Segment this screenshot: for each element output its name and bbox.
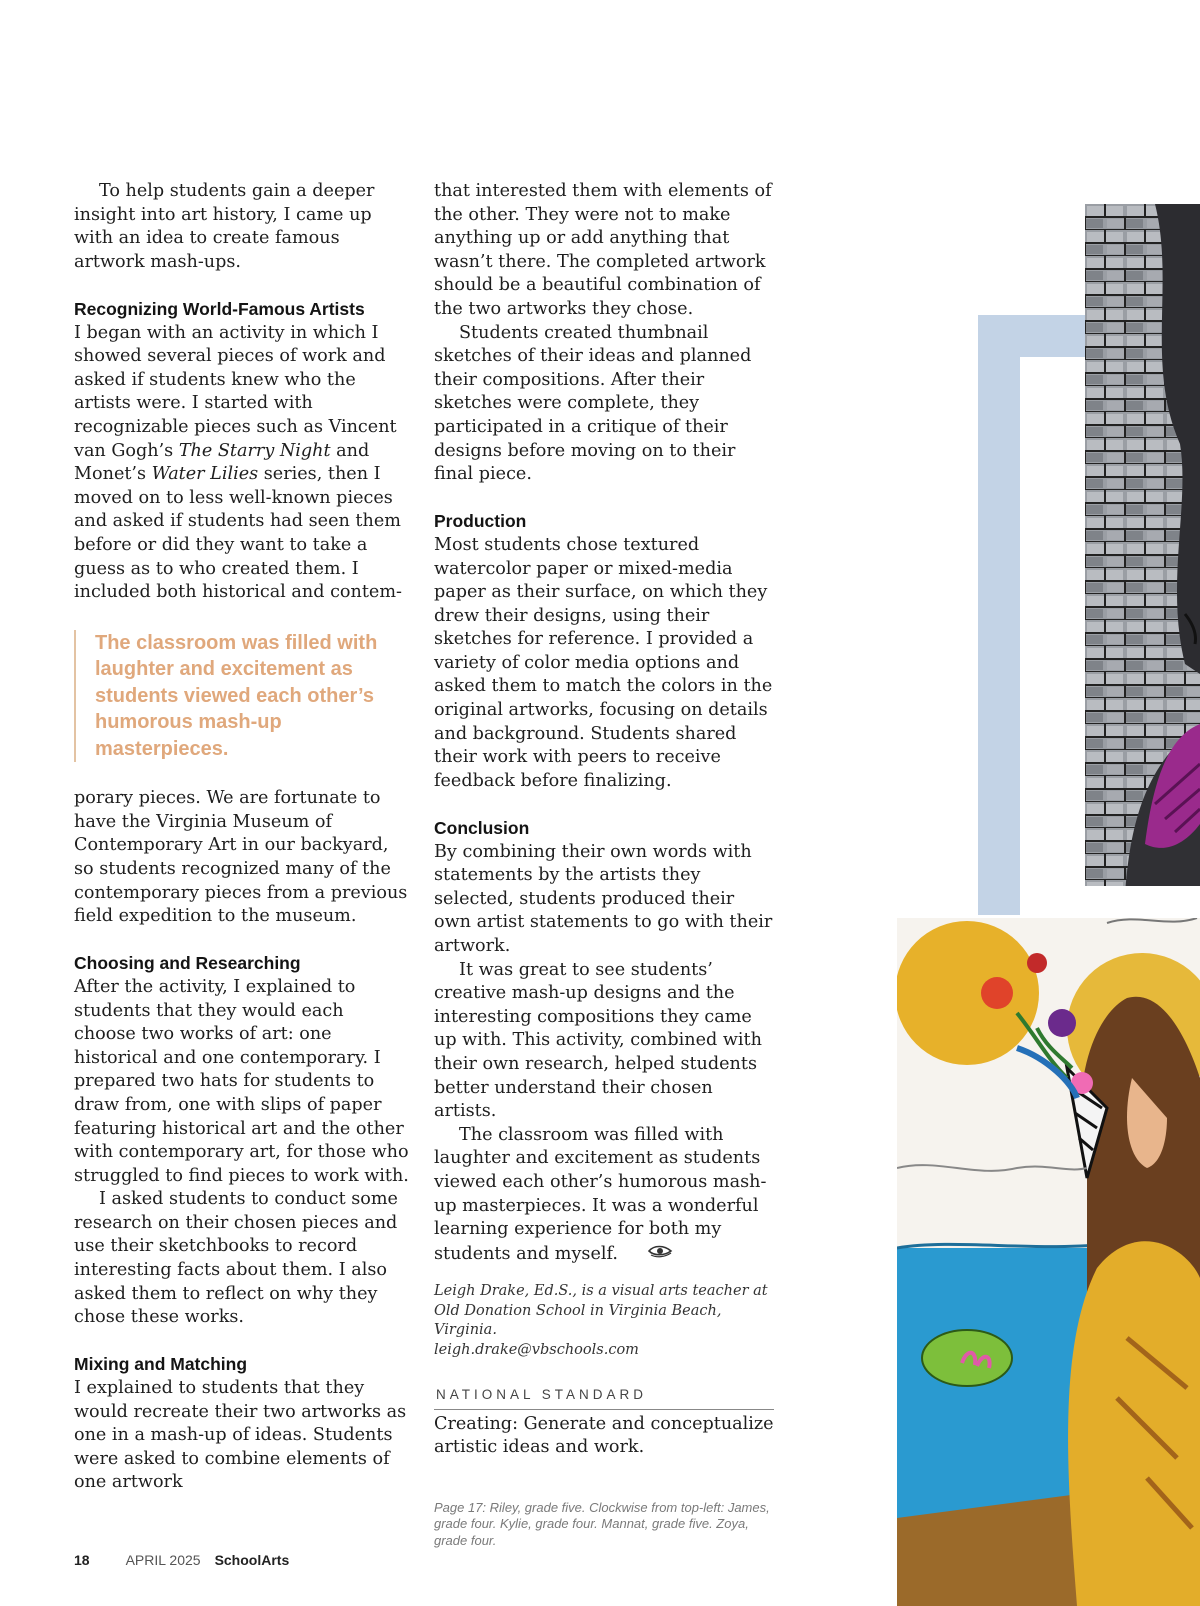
heading-conclusion: Conclusion [434, 818, 530, 839]
page-number: 18 [74, 1552, 90, 1568]
heading-recognizing: Recognizing World-Famous Artists [74, 298, 365, 319]
heading-mixing: Mixing and Matching [74, 1354, 248, 1375]
great-paragraph: It was great to see students’ creative mash-up designs and the interesting compositions they came up with. This activity, combined with their own research, helped students better understand their chosen artists. [434, 959, 762, 1122]
standard-text: Creating: Generate and conceptualize artistic ideas and work. [434, 1413, 774, 1458]
standard-label: NATIONAL STANDARD [434, 1383, 774, 1410]
recognizing-text-a: I began with an activity in which I showed several pieces of work and asked if students knew who the artists were. I started with recognizable pieces such as Vincent van Gogh’s [74, 322, 397, 461]
starry-night-title: The Starry Night [178, 440, 331, 461]
conclusion-paragraph: By combining their own words with statements by the artists they selected, students produced their own artist statements to go with their artwork. [434, 841, 773, 956]
recognizing-text-c: series, then I moved on to less well-known pieces and asked if students had seen them before or did they want to take a guess as to who created them. I included both historical and contem- [74, 464, 402, 603]
continued-paragraph: that interested them with elements of the other. They were not to make anything up or add anything that wasn’t there. The completed artwork should be a beautiful combination of the two artworks they chose. [434, 181, 772, 319]
page-footer [74, 1552, 325, 1568]
image-caption: Page 17: Riley, grade five. Clockwise from top-left: James, grade four. Kylie, grade four. Mannat, grade five. Zoya, grade four. [434, 1499, 770, 1548]
pull-quote: The classroom was filled with laughter and excitement as students viewed each other’s humorous mash-up masterpieces. [74, 630, 409, 763]
recognizing-text-b: and Monet’s [74, 440, 370, 485]
author-bio-text: Leigh Drake, Ed.S., is a visual arts teacher at Old Donation School in Virginia Beach, Virginia. [434, 1283, 768, 1339]
thumbnail-paragraph: Students created thumbnail sketches of their ideas and planned their compositions. After their sketches were complete, they participated in a critique of their designs before moving on to their final piece. [434, 322, 752, 485]
artwork-brick-wall [1085, 204, 1200, 886]
eye-logo-icon [622, 1242, 673, 1266]
water-lilies-title: Water Lilies [151, 464, 259, 485]
author-bio [434, 1282, 774, 1360]
column-middle [434, 180, 774, 1549]
mixing-paragraph: I explained to students that they would recreate their two artworks as one in a mash-up of ideas. Students were asked to combine elements of one artwork [74, 1378, 407, 1493]
artwork-water-lilies [897, 918, 1200, 1606]
recognizing-paragraph [74, 322, 409, 605]
magazine-name: SchoolArts [214, 1552, 290, 1568]
production-paragraph: Most students chose textured watercolor paper or mixed-media paper as their surface, on which they drew their designs, using their sketches for reference. I provided a variety of color media options and asked them to match the colors in the original artworks, focusing on details and background. Students shared their work with peers to receive feedback before finalizing. [434, 534, 773, 791]
final-paragraph [434, 1124, 774, 1266]
research-paragraph: I asked students to conduct some research on their chosen pieces and use their sketchbooks to record interesting facts about them. I also asked them to reflect on why they chose these works. [74, 1189, 398, 1328]
final-text: The classroom was filled with laughter and excitement as students viewed each other’s humorous mash-up masterpieces. It was a wonderful learning experience for both my students and myself. [434, 1124, 767, 1264]
heading-production: Production [434, 511, 527, 532]
choosing-paragraph: After the activity, I explained to students that they would each choose two works of art: one historical and one contemporary. I prepared two hats for students to draw from, one with slips of paper featuring historical art and the other with contemporary art, for those who struggled to find pieces to work with. [74, 976, 409, 1186]
intro-paragraph: To help students gain a deeper insight into art history, I came up with an idea to create famous artwork mash-ups. [74, 181, 375, 272]
issue-date: APRIL 2025 [125, 1552, 201, 1568]
porary-paragraph: porary pieces. We are fortunate to have the Virginia Museum of Contemporary Art in our backyard, so students recognized many of the contemporary pieces from a previous field expedition to the museum. [74, 788, 408, 927]
author-email: leigh.drake@vbschools.com [434, 1341, 639, 1358]
heading-choosing: Choosing and Researching [74, 953, 301, 974]
column-left [74, 180, 409, 1495]
